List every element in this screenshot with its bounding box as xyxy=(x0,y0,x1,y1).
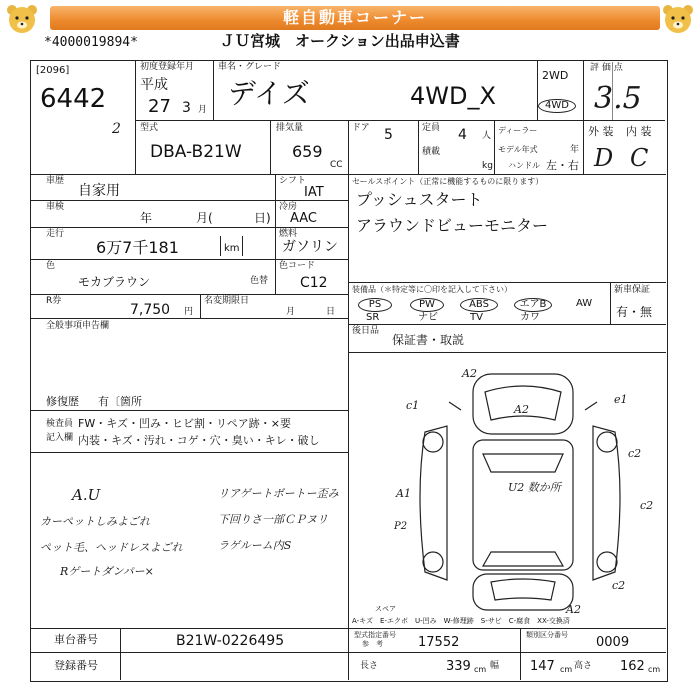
repair-history-value: 有〔箇所 xyxy=(98,395,142,408)
inspection-month: 月( xyxy=(196,211,213,225)
recycle-value: 7,750 xyxy=(130,302,171,318)
length-value: 339 xyxy=(446,659,471,674)
damage-label-a2-rear: A2 xyxy=(566,603,581,616)
venue-title: ＪＵ宮城 オークション出品申込書 xyxy=(220,32,460,50)
cc-unit: CC xyxy=(330,160,343,170)
recycle-unit: 円 xyxy=(184,307,194,317)
plate-label: 登録番号 xyxy=(54,659,98,672)
drive-option-2wd: 2WD xyxy=(542,69,569,82)
displacement-label: 排気量 xyxy=(276,123,304,133)
car-name: デイズ xyxy=(228,77,310,110)
equipment-sr: SR xyxy=(366,312,380,323)
inspector-label: 検査員 xyxy=(46,419,74,429)
equipment-navi: ナビ xyxy=(418,312,438,323)
hand-note-right-1: リアゲートボートー歪み xyxy=(218,487,339,500)
type-designation-sub: 参 考 xyxy=(362,640,383,648)
type-designation-label: 型式指定番号 xyxy=(354,631,396,639)
length-label: 長さ xyxy=(360,661,379,671)
score-value: 3.5 xyxy=(594,81,642,116)
registration-year: 27 xyxy=(148,96,171,117)
equipment-aw: AW xyxy=(576,298,593,309)
damage-label-c2-right-front: c2 xyxy=(628,447,642,460)
check-row-exterior: FW・キズ・凹み・ヒビ割・リペア跡・×要 xyxy=(78,417,291,430)
cooler-value: AAC xyxy=(290,211,317,226)
registration-era: 平成 xyxy=(140,77,168,93)
registration-month: 3 xyxy=(182,100,191,116)
doors-label: ドア xyxy=(352,123,370,133)
capacity-label: 定員 xyxy=(422,123,441,133)
general-notes-label: 全般事項申告欄 xyxy=(46,321,110,331)
new-car-warranty-label: 新車保証 xyxy=(614,285,651,295)
equipment-tv: TV xyxy=(470,312,483,323)
new-car-warranty-value: 有・無 xyxy=(616,305,653,319)
sales-point-1: プッシュスタート xyxy=(356,190,483,209)
type-designation-value: 17552 xyxy=(418,635,460,650)
hand-note-right-3: ラゲルーム内S xyxy=(218,539,292,552)
color-code-value: C12 xyxy=(300,275,328,291)
damage-label-u2: U2 数か所 xyxy=(508,481,561,494)
entry-label: 記入欄 xyxy=(46,433,74,443)
name-change-deadline-label: 名変期限日 xyxy=(204,296,250,306)
damage-label-e1: e1 xyxy=(614,393,628,406)
deadline-month: 月 xyxy=(286,307,296,317)
corner-banner: 軽自動車コーナー xyxy=(50,6,660,30)
doors-value: 5 xyxy=(384,127,393,143)
hand-note-left-1: A.U xyxy=(72,486,101,504)
shift-value: IAT xyxy=(304,185,324,200)
later-items-value: 保証書・取説 xyxy=(392,333,465,347)
cooler-label: 冷房 xyxy=(279,202,298,212)
hand-note-right-2: 下回りさ一部ＣＰヌリ xyxy=(218,513,328,526)
displacement-value: 659 xyxy=(292,142,323,161)
exterior-label: 外 装 xyxy=(588,125,614,138)
color-value: モカブラウン xyxy=(78,275,151,289)
mileage-label: 走行 xyxy=(46,229,65,239)
model-year-unit: 年 xyxy=(570,145,580,155)
handle-label: ハンドル xyxy=(508,161,540,170)
shift-label: シフト xyxy=(279,176,307,186)
barcode-text: *4000019894* xyxy=(44,35,138,50)
inspection-day: 日) xyxy=(254,211,271,225)
hand-note-left-3: ペット毛、ヘッドレスよごれ xyxy=(40,541,183,554)
sales-point-2: アラウンドビューモニター xyxy=(356,216,549,235)
damage-label-a1: A1 xyxy=(396,487,411,500)
length-unit: cm xyxy=(474,665,487,674)
hand-note-left-2: カーペットしみよごれ xyxy=(40,515,150,528)
capacity-value: 4 xyxy=(458,127,467,143)
exterior-grade: D xyxy=(594,144,614,172)
damage-label-a2-hood: A2 xyxy=(514,403,529,416)
kg-unit: kg xyxy=(482,161,493,171)
usage-label: 車歴 xyxy=(46,176,65,186)
width-unit: cm xyxy=(560,665,573,674)
check-row-interior: 内装・キズ・汚れ・コゲ・穴・臭い・キレ・破し xyxy=(78,434,320,447)
fuel-value: ガソリン xyxy=(282,239,338,255)
chassis-value: B21W-0226495 xyxy=(176,633,285,649)
lot-hand-note: 2 xyxy=(112,121,121,137)
score-label: 評 価 点 xyxy=(590,63,623,73)
equipment-ps: PS xyxy=(358,298,392,312)
color-change-label: 色替 xyxy=(250,276,269,286)
damage-legend: A-キズ E-エクボ U-凹み W-修理跡 S-サビ C-腐食 XX-交換済 xyxy=(352,617,570,625)
inspection-year: 年 xyxy=(140,211,153,225)
width-value: 147 xyxy=(530,659,555,674)
deadline-day: 日 xyxy=(326,307,336,317)
spare-tire-label: スペア xyxy=(375,605,396,613)
car-name-label: 車名・グレード xyxy=(218,62,282,72)
damage-label-p2: P2 xyxy=(394,521,408,532)
dealer-label: ディーラー xyxy=(498,126,538,135)
usage-value: 自家用 xyxy=(78,183,120,199)
model-year-label: モデル年式 xyxy=(498,145,538,154)
equipment-abs: ABS xyxy=(460,298,498,312)
height-label: 高さ xyxy=(574,661,593,671)
hand-note-left-4: Rゲートダンパー× xyxy=(60,565,154,578)
registration-month-unit: 月 xyxy=(198,105,208,115)
handle-value: 左・右 xyxy=(546,159,579,172)
equipment-label: 装備品（＊特定等に〇印を記入して下さい） xyxy=(352,285,512,294)
color-code-label: 色コード xyxy=(279,261,316,271)
drive-option-4wd: 4WD xyxy=(538,99,576,113)
equipment-pw: PW xyxy=(410,298,444,312)
equipment-airbag: エアB xyxy=(514,298,552,312)
height-value: 162 xyxy=(620,659,645,674)
model-value: DBA-B21W xyxy=(150,142,242,162)
mileage-value: 6万7千181 xyxy=(96,238,179,257)
lot-code: [2096] xyxy=(36,65,70,76)
load-label: 積載 xyxy=(422,147,441,157)
color-label: 色 xyxy=(46,261,56,271)
interior-grade: C xyxy=(630,144,649,172)
sales-points-label: セールスポイント（正常に機能するものに限ります） xyxy=(352,177,544,186)
repair-history-label: 修復歴 xyxy=(46,395,79,408)
class-number-value: 0009 xyxy=(596,635,630,650)
chassis-label: 車台番号 xyxy=(54,633,98,646)
bear-mascot-icon xyxy=(2,2,42,38)
bear-mascot-icon xyxy=(658,2,698,38)
damage-label-a2-top: A2 xyxy=(462,367,477,380)
registration-label: 初度登録年月 xyxy=(140,62,195,72)
damage-label-c1: c1 xyxy=(406,399,420,412)
model-label: 型式 xyxy=(140,123,159,133)
equipment-leather: カワ xyxy=(520,312,540,323)
damage-label-c2-right-mid: c2 xyxy=(640,499,654,512)
fuel-label: 燃料 xyxy=(279,229,298,239)
capacity-unit: 人 xyxy=(482,131,492,141)
height-unit: cm xyxy=(648,665,661,674)
interior-label: 内 装 xyxy=(626,125,652,138)
class-number-label: 類別区分番号 xyxy=(526,631,568,639)
recycle-label: R券 xyxy=(46,296,62,306)
mileage-unit: km xyxy=(224,243,240,254)
lot-number: 6442 xyxy=(40,84,107,114)
later-items-label: 後日品 xyxy=(352,326,380,336)
width-label: 幅 xyxy=(490,661,500,671)
inspection-label: 車検 xyxy=(46,202,65,212)
damage-label-c2-right-rear: c2 xyxy=(612,579,626,592)
car-grade: 4WD_X xyxy=(410,82,496,110)
